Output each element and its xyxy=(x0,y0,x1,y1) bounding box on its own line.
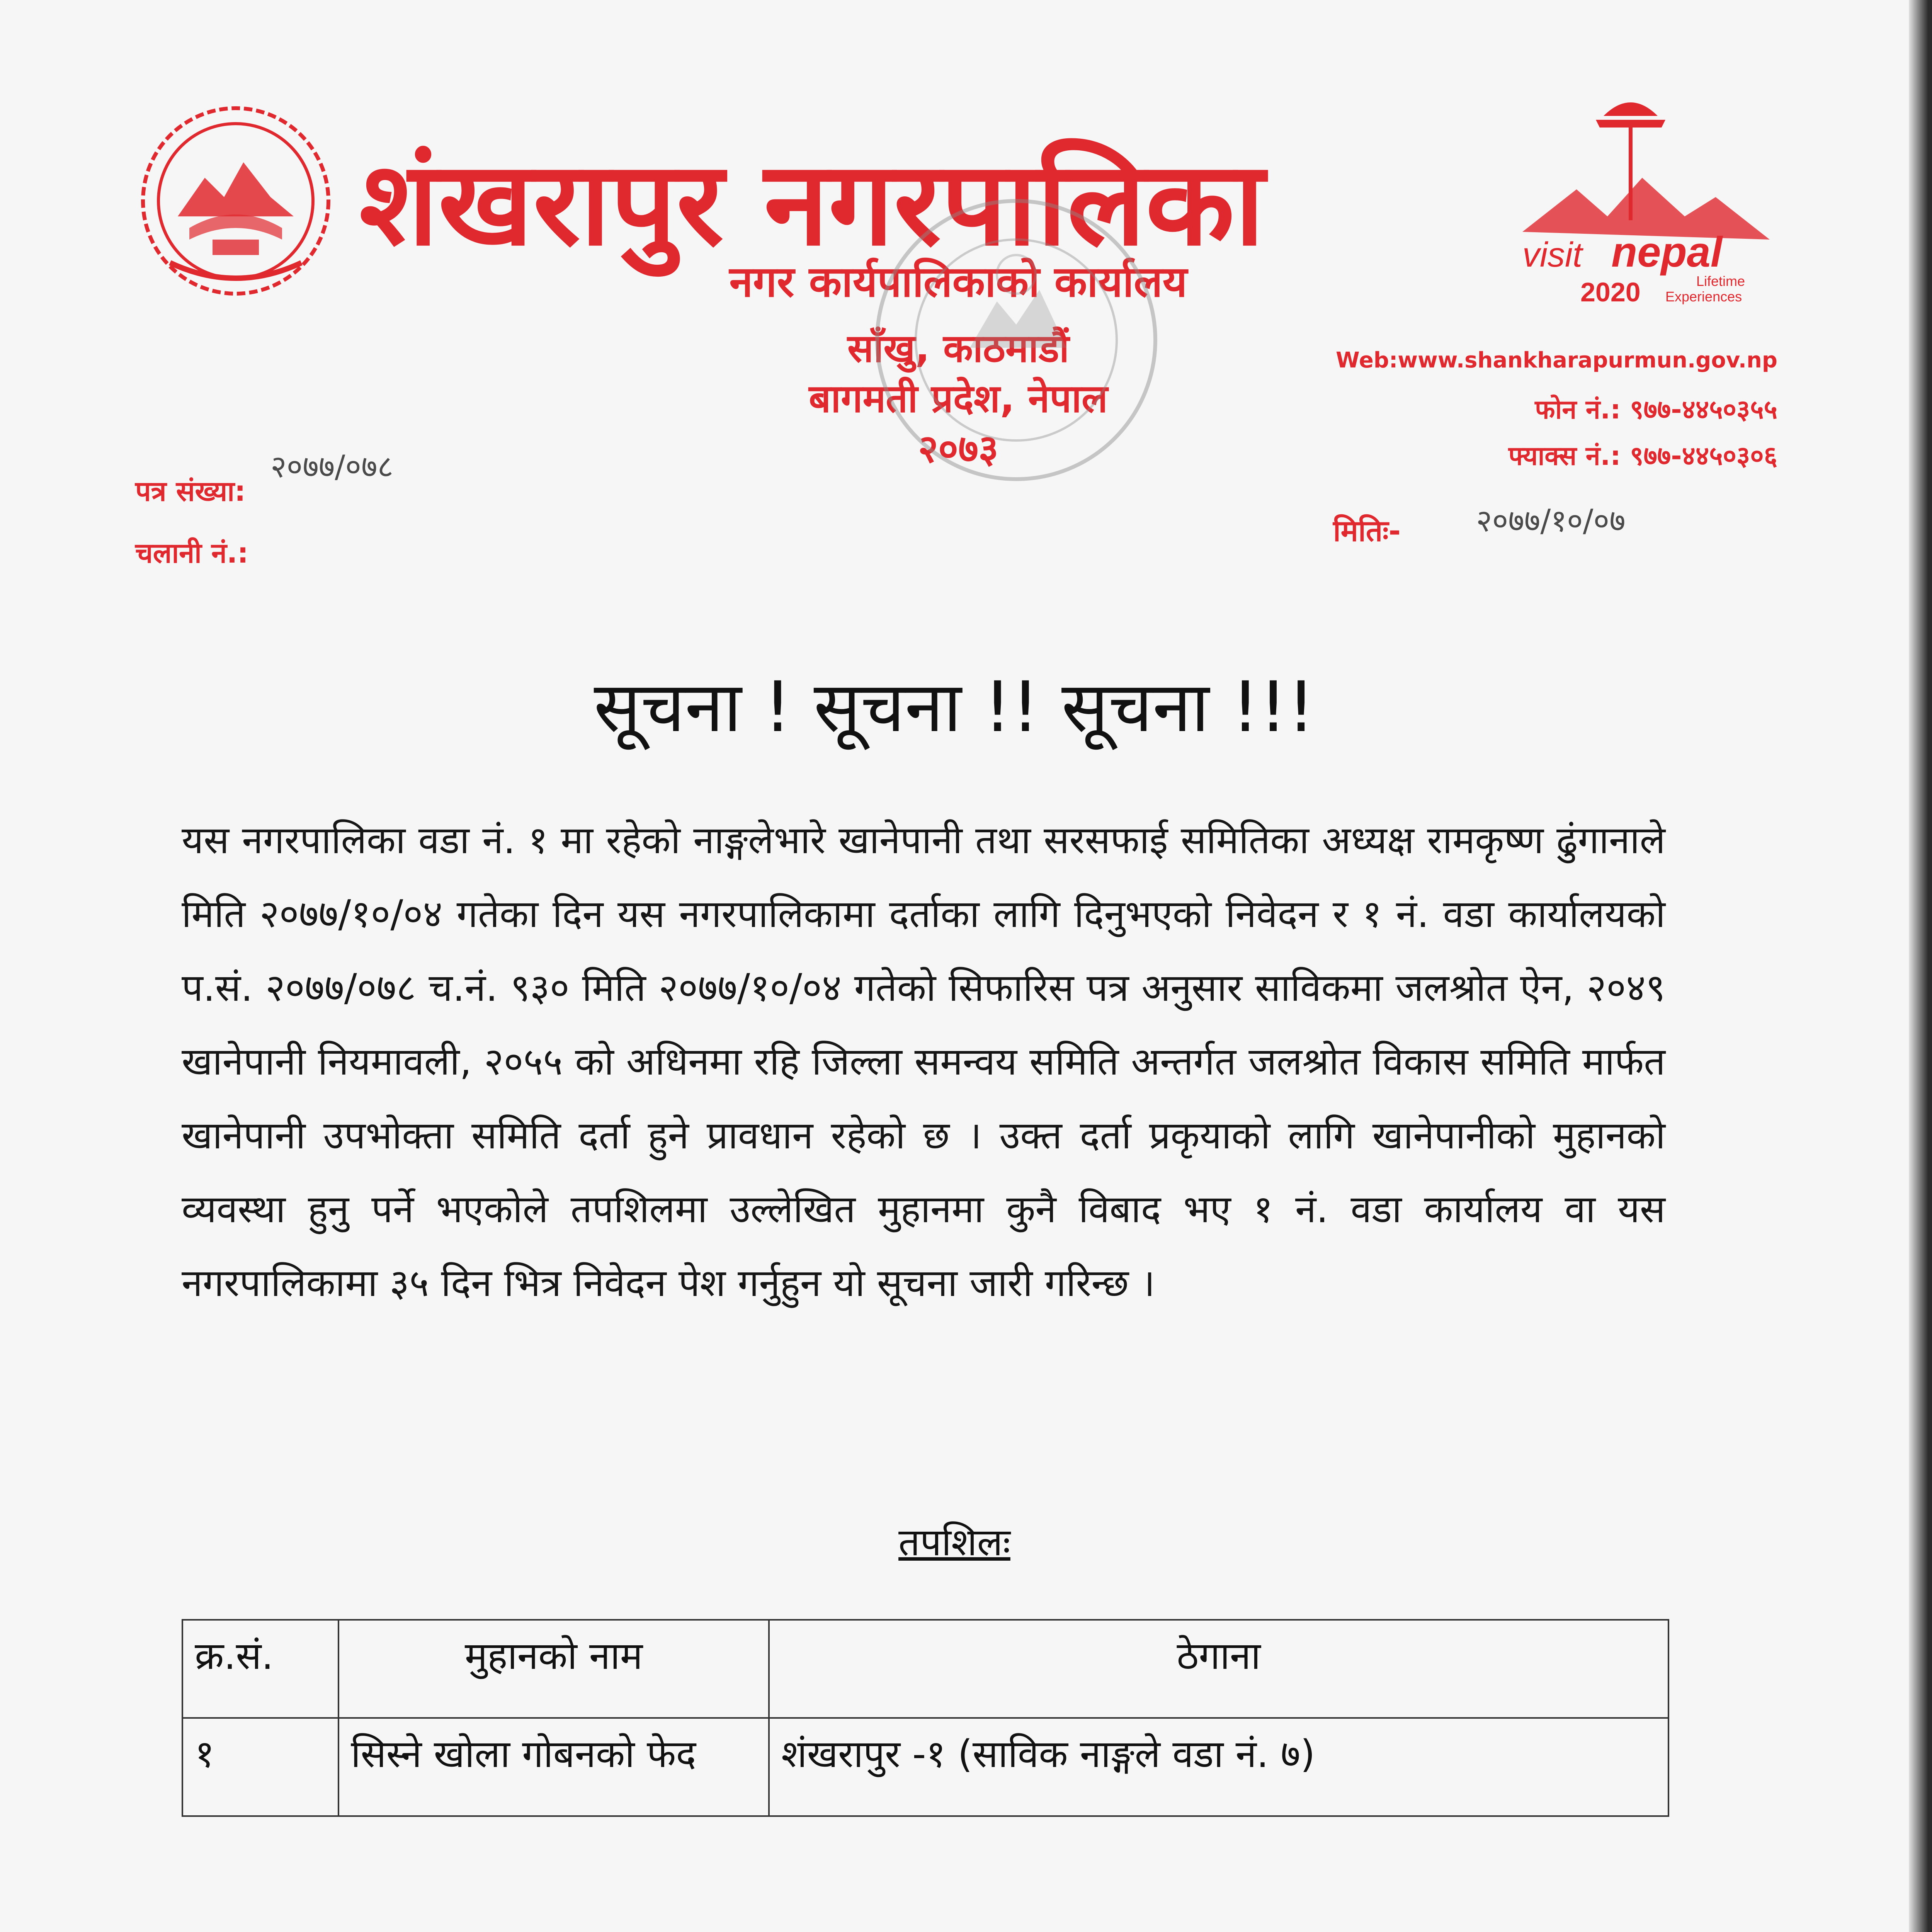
date-label: मितिः- xyxy=(1333,514,1401,548)
visit-year: 2020 xyxy=(1580,277,1641,307)
website: Web:www.shankharapurmun.gov.np xyxy=(1336,348,1777,373)
visit-tag-lifetime: Lifetime xyxy=(1696,273,1745,289)
dispatch-number-label: चलानी नं.: xyxy=(135,537,248,569)
col-header-serial: क्र.सं. xyxy=(182,1620,338,1718)
nepal-emblem-icon xyxy=(135,100,336,301)
visit-tag-experiences: Experiences xyxy=(1665,289,1742,304)
col-header-source-name: मुहानको नाम xyxy=(338,1620,769,1718)
office-seal-stamp xyxy=(842,185,1190,495)
ref-number-value: २०७७/०७८ xyxy=(270,449,394,485)
office-province: बागमती प्रदेश, नेपाल xyxy=(809,376,1108,421)
visit-text: visit xyxy=(1522,236,1582,274)
cell-serial: १ xyxy=(182,1718,338,1816)
table-header-row xyxy=(182,1620,1668,1718)
schedule-table xyxy=(182,1619,1669,1817)
schedule-title: तपशिलः xyxy=(898,1520,1010,1565)
fax-number: फ्याक्स नं.: ९७७-४४५०३०६ xyxy=(1508,441,1777,471)
visit-nepal-logo xyxy=(1515,93,1785,309)
org-name: शंखरापुर नगरपालिका xyxy=(359,136,1265,271)
established-year: २०७३ xyxy=(918,426,998,471)
office-address: साँखु, काठमाडौं xyxy=(847,326,1069,371)
office-name: नगर कार्यपालिकाको कार्यालय xyxy=(729,257,1187,306)
cell-address: शंखरापुर -१ (साविक नाङ्गले वडा नं. ७) xyxy=(769,1718,1668,1816)
table-row xyxy=(182,1718,1668,1816)
notice-heading: सूचना ! सूचना !! सूचना !!! xyxy=(594,667,1315,748)
schedule-title-wrap xyxy=(0,1515,1909,1566)
cell-source-name: सिस्ने खोला गोबनको फेद xyxy=(338,1718,769,1816)
col-header-address: ठेगाना xyxy=(769,1620,1668,1718)
date-value: २०७७/१०/०७ xyxy=(1476,503,1626,539)
scanner-edge xyxy=(1909,0,1932,1932)
notice-body: यस नगरपालिका वडा नं. १ मा रहेको नाङ्गलेभारे खानेपानी तथा सरसफाई समितिका अध्यक्ष रामकृष्ण ढुंगानाले मिति २०७७/१०/०४ गतेका दिन यस नगरपालिकामा दर्ताका लागि दिनुभएको निवेदन र १ नं. वडा कार्यालयको प.सं. २०७७/०७८ च.नं. ९३० मिति २०७७/१०/०४ गतेको सिफारिस पत्र अनुसार साविकमा जलश्रोत ऐन, २०४९ खानेपानी नियमावली, २०५५ को अधिनमा रहि जिल्ला समन्वय समिति अन्तर्गत जलश्रोत विकास समिति मार्फत खानेपानी उपभोक्ता समिति दर्ता हुने प्रावधान रहेको छ । उक्त दर्ता प्रकृयाको लागि खानेपानीको मुहानको व्यवस्था हुनु पर्ने भएकोले तपशिलमा उल्लेखित मुहानमा कुनै विबाद भए १ नं. वडा कार्यालय वा यस नगरपालिकामा ३५ दिन भित्र निवेदन पेश गर्नुहुन यो सूचना जारी गरिन्छ । xyxy=(182,818,1665,1305)
nepal-text: nepal xyxy=(1611,228,1723,276)
ref-number-label: पत्र संख्या: xyxy=(135,475,246,507)
phone-number: फोन नं.: ९७७-४४५०३५५ xyxy=(1535,395,1777,425)
